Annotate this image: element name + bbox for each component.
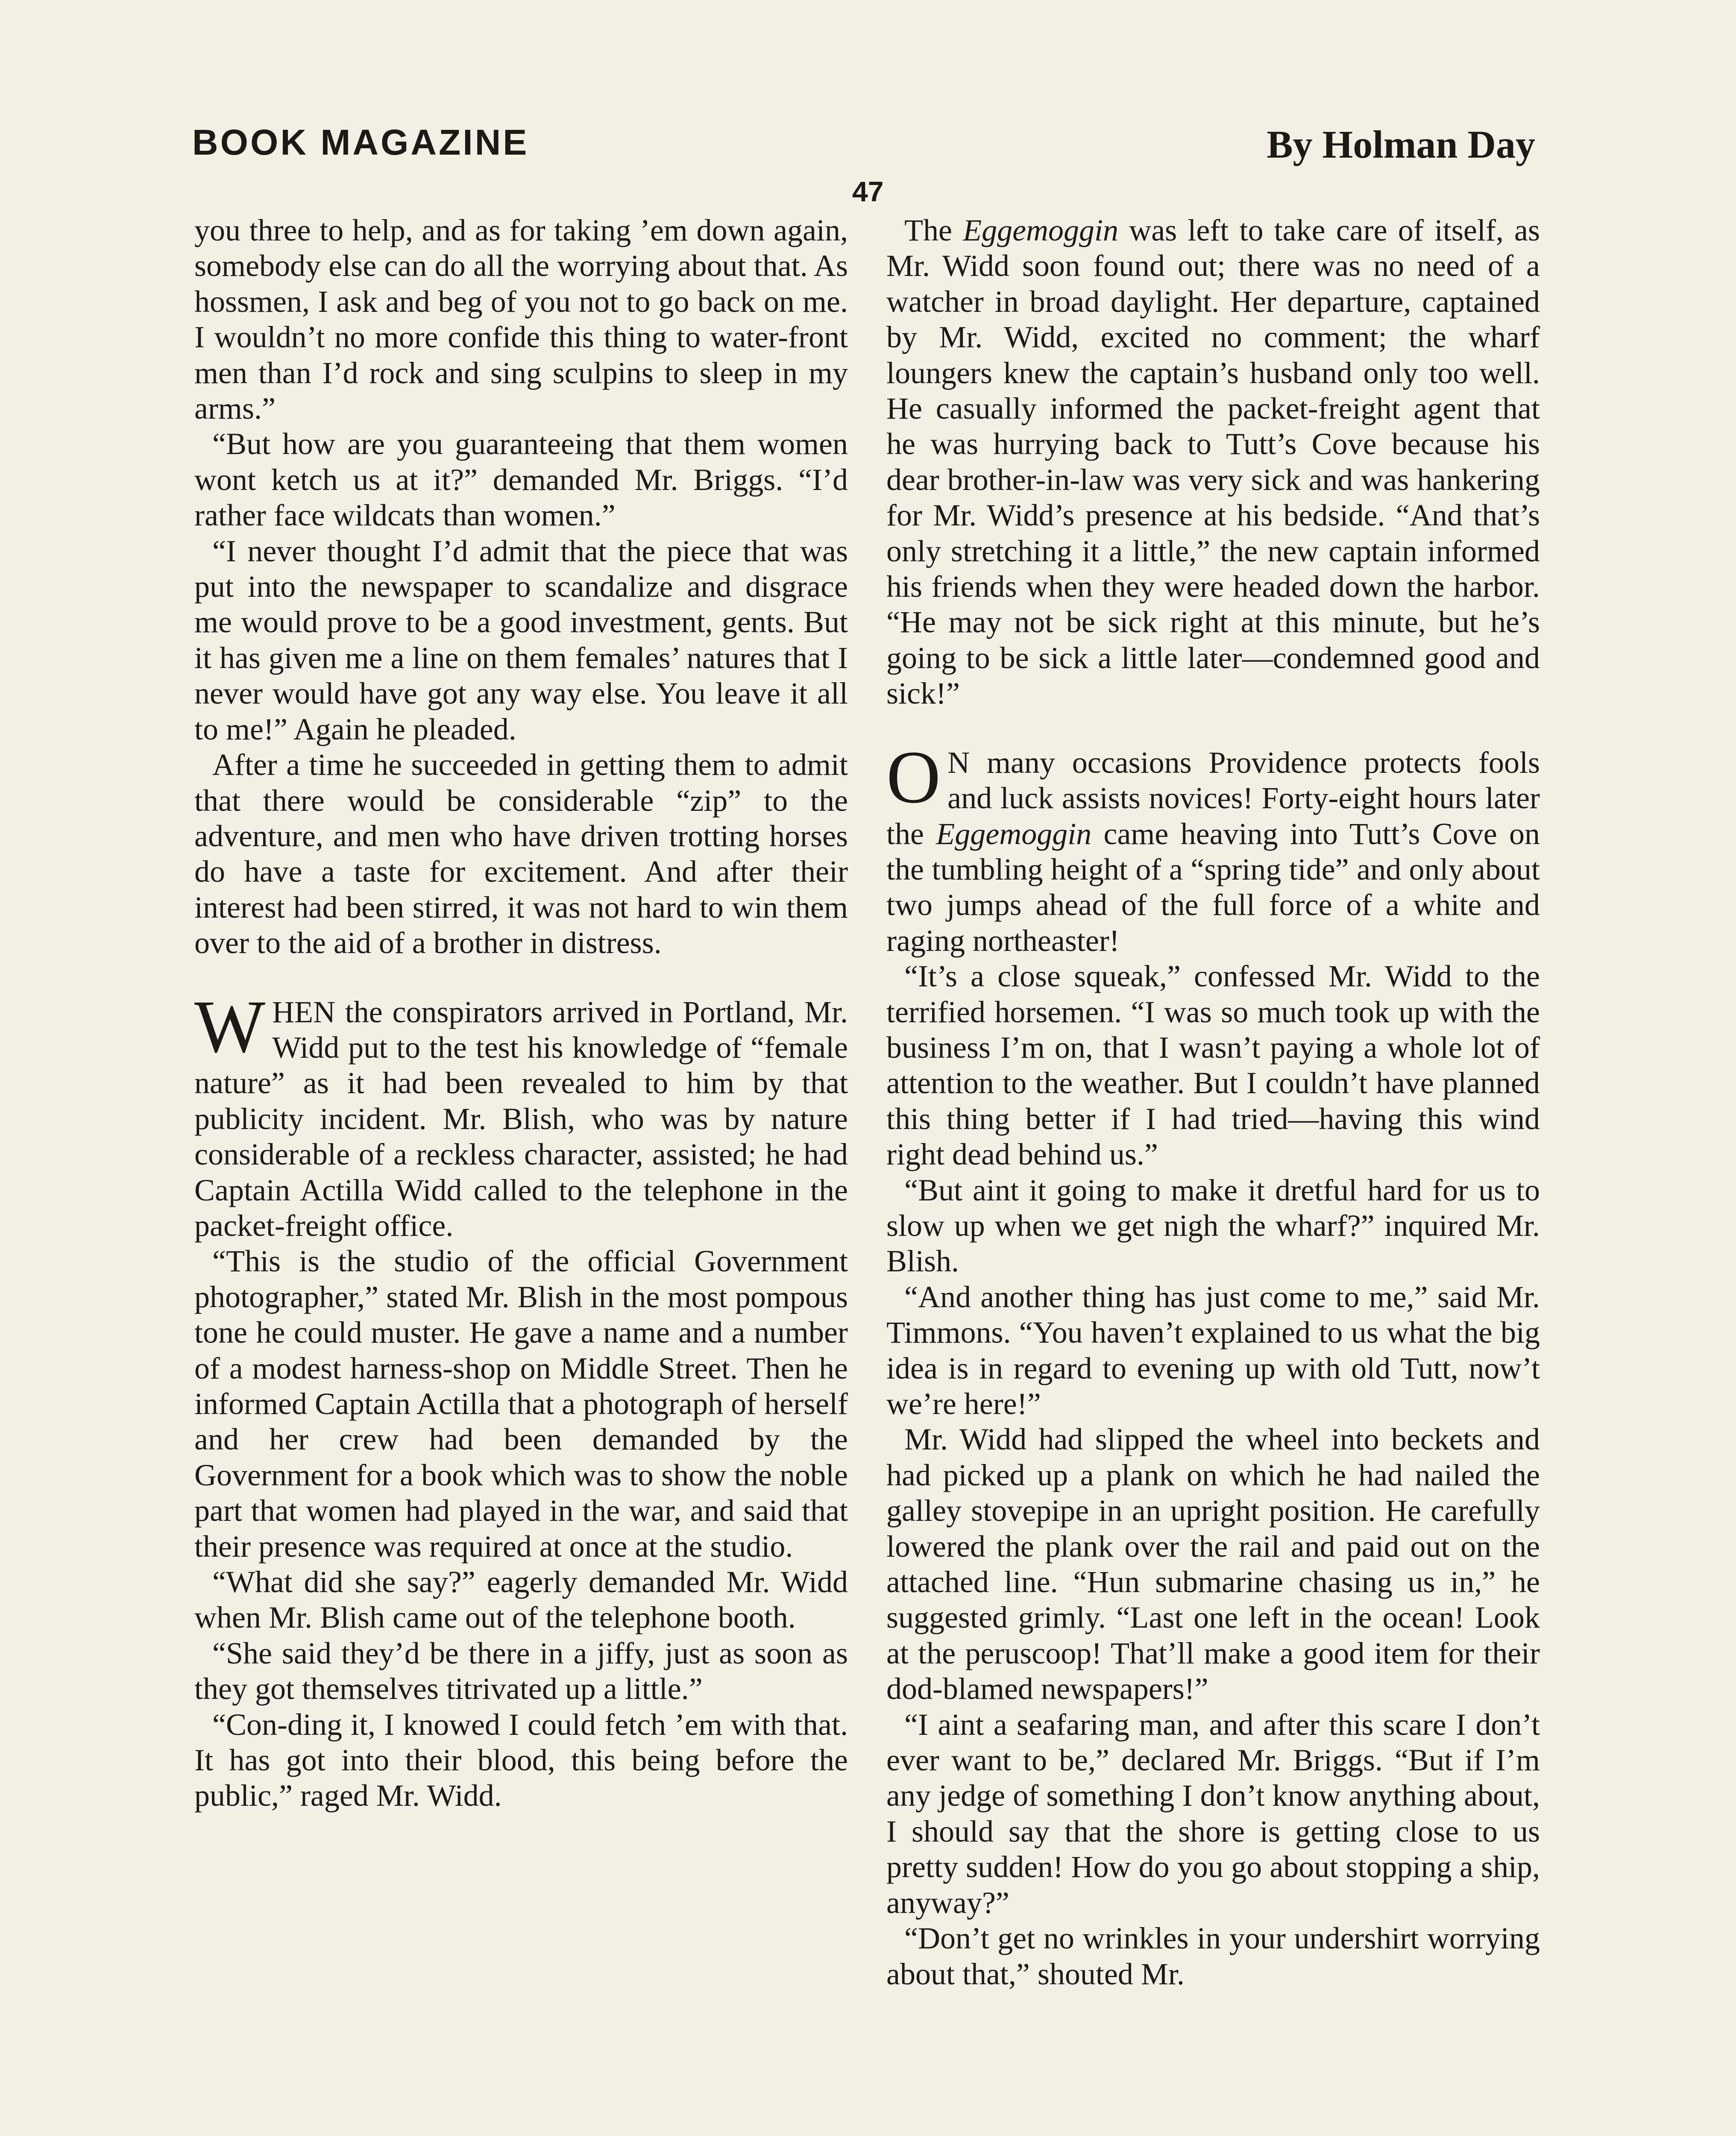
paragraph: “But aint it going to make it dretful hard for us to slow up when we get nigh the wharf?” inquired Mr. Blish. — [886, 1173, 1540, 1279]
paragraph: After a time he succeeded in getting them to admit that there would be considerable “zip” to the adventure, and men who have driven trotting horses do have a taste for excitement. And after their interest had been stirred, it was not hard to win them over to the aid of a brother in distress. — [194, 748, 848, 960]
paragraph-text: N many occasions Providence protects fools and luck assists novices! Forty-eight hours later the — [886, 745, 1540, 851]
paragraph: “What did she say?” eagerly demanded Mr. Widd when Mr. Blish came out of the telephone booth. — [194, 1565, 848, 1635]
paragraph: “It’s a close squeak,” confessed Mr. Widd to the terrified horsemen. “I was so much took up with the business I’m on, that I wasn’t paying a whole lot of attention to the weather. But I couldn’t have planned this thing better if I had tried—having this wind right dead behind us.” — [886, 959, 1540, 1172]
paragraph: “She said they’d be there in a jiffy, just as soon as they got themselves titrivated up a little.” — [194, 1636, 848, 1706]
section-paragraph — [886, 735, 1540, 959]
paragraph-text: came heaving into Tutt’s Cove on the tumbling height of a “spring tide” and only about two jumps ahead of the full force of a white and raging northeaster! — [886, 816, 1540, 958]
right-text-column — [886, 213, 1540, 1992]
running-head-magazine-title: BOOK MAGAZINE — [192, 122, 529, 162]
paragraph: “I never thought I’d admit that the piece that was put into the newspaper to scandalize and disgrace me would prove to be a good investment, gents. But it has given me a line on them females’ natures that I never would have got any way else. You leave it all to me!” Again he pleaded. — [194, 534, 848, 746]
paragraph: “And another thing has just come to me,” said Mr. Timmons. “You haven’t explained to us what the big idea is in regard to evening up with old Tutt, now’t we’re here!” — [886, 1279, 1540, 1421]
paragraph: “I aint a seafaring man, and after this scare I don’t ever want to be,” declared Mr. Briggs. “But if I’m any jedge of something I don’t know anything about, I should say that the shore is getting close to us pretty sudden! How do you go about stopping a ship, anyway?” — [886, 1707, 1540, 1920]
paragraph: “Con-ding it, I knowed I could fetch ’em with that. It has got into their blood, this being before the public,” raged Mr. Widd. — [194, 1707, 848, 1813]
running-head-author: By Holman Day — [1267, 123, 1535, 166]
drop-cap: W — [194, 985, 266, 1068]
paragraph: “This is the studio of the official Government photographer,” stated Mr. Blish in the most pompous tone he could muster. He gave a name and a number of a modest harness-shop on Middle Street. Then he informed Captain Actilla that a photograph of herself and her crew had been demanded by the Government for a book which was to show the noble part that women had played in the war, and said that their presence was required at once at the studio. — [194, 1244, 848, 1564]
left-text-column — [194, 213, 848, 1814]
drop-cap: O — [886, 735, 941, 819]
ship-name: Eggemoggin — [936, 816, 1092, 851]
paragraph-text: HEN the conspirators arrived in Portland, Mr. Widd put to the test his knowledge of “female nature” as it had been revealed to him by that publicity incident. Mr. Blish, who was by nature considerable of a reckless character, assisted; he had Captain Actilla Widd called to the telephone in the packet-freight office. — [194, 995, 848, 1243]
paragraph: “Don’t get no wrinkles in your undershirt worrying about that,” shouted Mr. — [886, 1921, 1540, 1991]
paragraph: Mr. Widd had slipped the wheel into beckets and had picked up a plank on which he had nailed the galley stovepipe in an upright position. He carefully lowered the plank over the rail and paid out on the attached line. “Hun submarine chasing us in,” he suggested grimly. “Last one left in the ocean! Look at the peruscoop! That’ll make a good item for their dod-blamed newspapers!” — [886, 1422, 1540, 1706]
paragraph-text: The — [904, 213, 963, 247]
page-number: 47 — [852, 176, 884, 207]
paragraph-text: was left to take care of itself, as Mr. Widd soon found out; there was no need of a watcher in broad daylight. Her departure, captained by Mr. Widd, excited no comment; the wharf loungers knew the captain’s husband only too well. He casually informed the packet-freight agent that he was hurrying back to Tutt’s Cove because his dear brother-in-law was very sick and was hankering for Mr. Widd’s presence at his bedside. “And that’s only stretching it a little,” the new captain informed his friends when they were headed down the harbor. “He may not be sick right at this minute, but he’s going to be sick a little later—condemned good and sick!” — [886, 213, 1540, 711]
paragraph — [886, 213, 1540, 712]
ship-name: Eggemoggin — [963, 213, 1119, 247]
section-paragraph — [194, 985, 848, 1244]
paragraph: you three to help, and as for taking ’em down again, somebody else can do all the worrying about that. As hossmen, I ask and beg of you not to go back on me. I wouldn’t no more confide this thing to water-front men than I’d rock and sing sculpins to sleep in my arms.” — [194, 213, 848, 426]
paragraph: “But how are you guaranteeing that them women wont ketch us at it?” demanded Mr. Briggs. “I’d rather face wildcats than women.” — [194, 427, 848, 533]
